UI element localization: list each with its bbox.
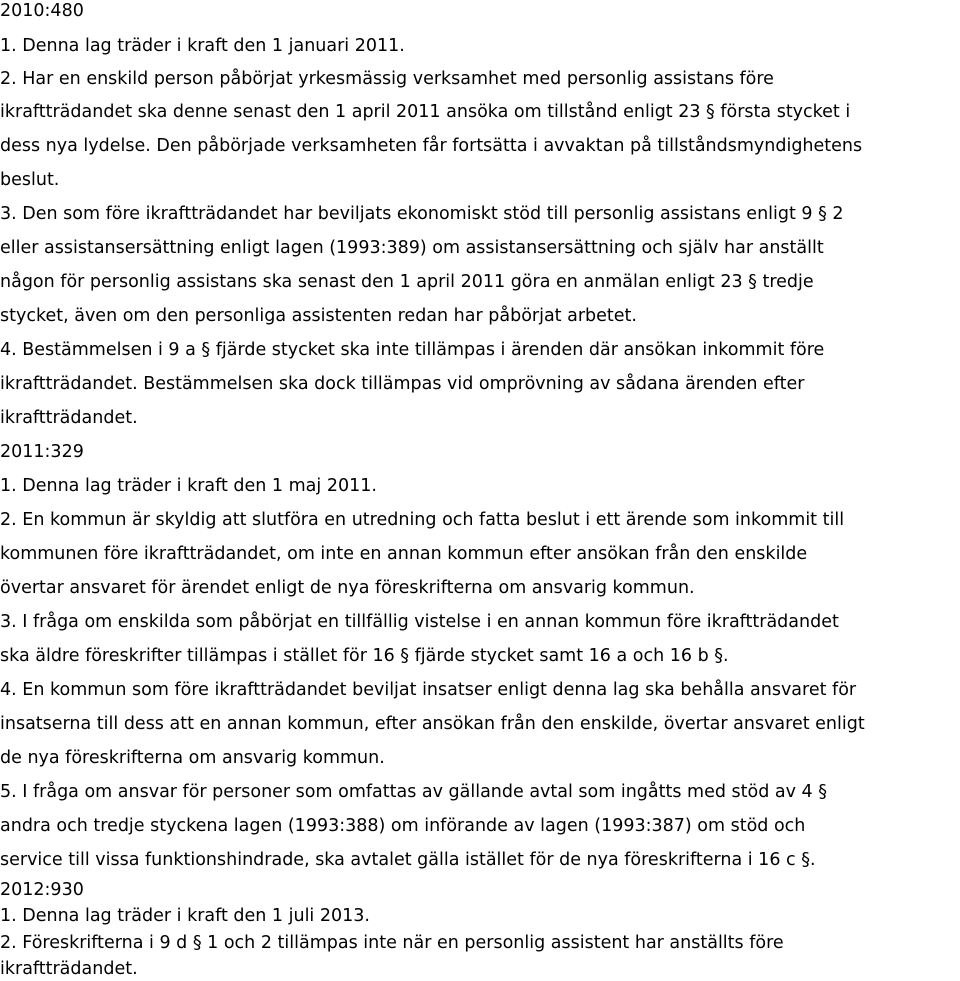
section-2011-329-line-5: 3. I fråga om enskilda som påbörjat en tillfällig vistelse i en annan kommun före ikraftträdandet [0,612,839,632]
section-2011-329-line-7: 4. En kommun som före ikraftträdandet beviljat insatser enligt denna lag ska behålla ansvaret för [0,680,857,700]
section-2011-329-line-4: övertar ansvaret för ärendet enligt de nya föreskrifterna om ansvarig kommun. [0,578,695,598]
section-2011-329-line-9: de nya föreskrifterna om ansvarig kommun. [0,748,385,768]
section-2010-480-line-11: ikraftträdandet. Bestämmelsen ska dock tillämpas vid omprövning av sådana ärenden efter [0,374,805,394]
section-2010-480-line-9: stycket, även om den personliga assistenten redan har påbörjat arbetet. [0,306,637,326]
section-2010-480-line-8: någon för personlig assistans ska senast den 1 april 2011 göra en anmälan enligt 23 § tredje [0,272,814,292]
section-2011-329-line-1: 1. Denna lag träder i kraft den 1 maj 2011. [0,476,377,496]
section-2010-480-line-5: beslut. [0,170,60,190]
section-2012-930-line-1: 1. Denna lag träder i kraft den 1 juli 2013. [0,906,370,926]
section-2010-480-line-6: 3. Den som före ikraftträdandet har beviljats ekonomiskt stöd till personlig assistans enligt 9 § 2 [0,204,844,224]
section-2011-329-line-2: 2. En kommun är skyldig att slutföra en utredning och fatta beslut i ett ärende som inkommit till [0,510,845,530]
section-2010-480-line-1: 1. Denna lag träder i kraft den 1 januari 2011. [0,36,405,56]
section-2010-480-line-12: ikraftträdandet. [0,408,138,428]
section-2012-930-line-2: 2. Föreskrifterna i 9 d § 1 och 2 tillämpas inte när en personlig assistent har anställts före [0,933,784,953]
section-2010-480-line-2: 2. Har en enskild person påbörjat yrkesmässig verksamhet med personlig assistans före [0,69,774,89]
section-2011-329-line-3: kommunen före ikraftträdandet, om inte en annan kommun efter ansökan från den enskilde [0,544,808,564]
section-2010-480-line-3: ikraftträdandet ska denne senast den 1 april 2011 ansöka om tillstånd enligt 23 § första stycket i [0,102,851,122]
section-2011-329-line-8: insatserna till dess att en annan kommun, efter ansökan från den enskilde, övertar ansvaret enligt [0,714,865,734]
section-2011-329-line-10: 5. I fråga om ansvar för personer som omfattas av gällande avtal som ingåtts med stöd av 4 § [0,782,827,802]
section-heading-2012-930: 2012:930 [0,880,84,900]
section-2011-329-line-6: ska äldre föreskrifter tillämpas i stället för 16 § fjärde stycket samt 16 a och 16 b §. [0,646,729,666]
section-2010-480-line-7: eller assistansersättning enligt lagen (1993:389) om assistansersättning och själv har anställt [0,238,824,258]
section-2010-480-line-4: dess nya lydelse. Den påbörjade verksamheten får fortsätta i avvaktan på tillståndsmyndighetens [0,136,863,156]
section-2012-930-line-3: ikraftträdandet. [0,959,138,979]
section-heading-2011-329: 2011:329 [0,442,84,462]
section-2011-329-line-11: andra och tredje styckena lagen (1993:388) om införande av lagen (1993:387) om stöd och [0,816,806,836]
section-heading-2010-480: 2010:480 [0,1,84,21]
section-2010-480-line-10: 4. Bestämmelsen i 9 a § fjärde stycket ska inte tillämpas i ärenden där ansökan inkommit före [0,340,825,360]
section-2011-329-line-12: service till vissa funktionshindrade, ska avtalet gälla istället för de nya föreskrifterna i 16 c §. [0,850,816,870]
